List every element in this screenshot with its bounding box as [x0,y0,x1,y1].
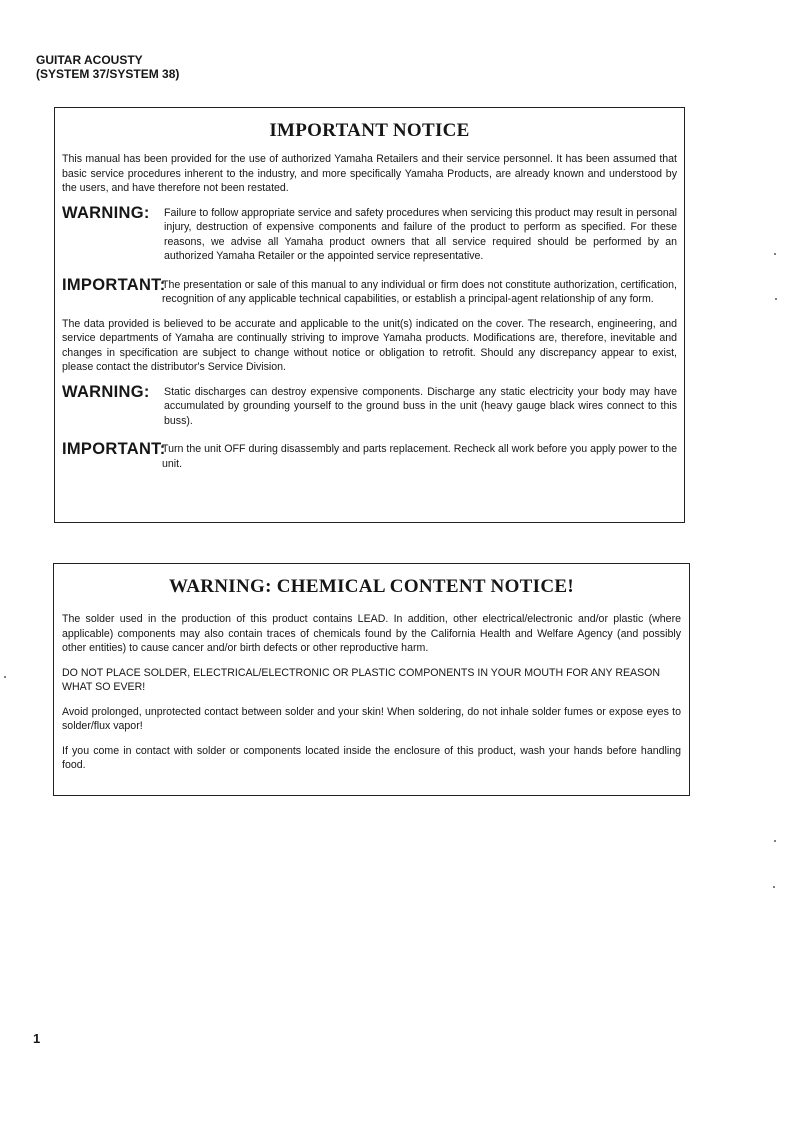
scan-speck [4,676,6,678]
warning-label: WARNING: [62,203,150,222]
important-text: The presentation or sale of this manual to any individual or firm does not constitute authorization, certification, recognition of any applicable technical capabilities, or establish a principal-agent relationship of any form. [162,278,677,305]
page-number: 1 [33,1031,41,1046]
system-name: (SYSTEM 37/SYSTEM 38) [36,67,180,81]
warning-block-1 [62,203,677,264]
chemical-paragraph-4: If you come in contact with solder or components located inside the enclosure of this product, wash your hands before handling food. [62,744,681,771]
notice-intro: This manual has been provided for the use of authorized Yamaha Retailers and their service personnel. It has been assumed that basic service procedures inherent to the industry, and more specifically Yamaha Products, are already known and understood by the users, and have therefore not been restated. [62,153,677,194]
model-name: GUITAR ACOUSTY [36,53,143,67]
data-disclaimer: The data provided is believed to be accurate and applicable to the unit(s) indicated on the cover. The research, engineering, and service departments of Yamaha are continually striving to improve Yamaha products. Modifications are, therefore, inevitable and changes in specification are subject to change without notice or obligation to retrofit. Should any discrepancy appear to exist, please contact the distributor's Service Division. [62,317,677,373]
warning-text: Failure to follow appropriate service and safety procedures when servicing this product may result in personal injury, destruction of expensive components and failure of the product to perform as specified. For these reasons, we advise all Yamaha product owners that all service required should be performed by an authorized Yamaha Retailer or the appointed service representative. [164,206,677,262]
important-text: Turn the unit OFF during disassembly and parts replacement. Recheck all work before you apply power to the unit. [162,443,677,470]
chemical-notice-title: WARNING: CHEMICAL CONTENT NOTICE! [169,576,574,597]
scan-speck [773,886,775,888]
important-block-2 [62,442,677,471]
scan-speck [774,840,776,842]
warning-label: WARNING: [62,382,150,401]
important-notice-box [54,107,685,523]
chemical-paragraph-3: Avoid prolonged, unprotected contact between solder and your skin! When soldering, do not inhale solder fumes or expose eyes to solder/flux vapor! [62,705,681,732]
chemical-paragraph-1: The solder used in the production of this product contains LEAD. In addition, other electrical/electronic and/or plastic (where applicable) components may also contain traces of chemicals found by the California Health and Welfare Agency (and possibly other entities) to cause cancer and/or birth defects or other reproductive harm. [62,613,681,654]
warning-text: Static discharges can destroy expensive components. Discharge any static electricity your body may have accumulated by grounding yourself to the ground buss in the unit (heavy gauge black wires connect to this buss). [164,385,677,427]
important-label: IMPORTANT: [62,440,166,458]
important-label: IMPORTANT: [62,275,166,294]
chemical-notice-box [53,563,690,796]
chemical-paragraph-2: DO NOT PLACE SOLDER, ELECTRICAL/ELECTRONIC OR PLASTIC COMPONENTS IN YOUR MOUTH FOR ANY REASON WHAT SO EVER! [62,666,661,693]
scan-speck [775,298,777,300]
warning-block-2 [62,382,677,429]
important-block-1 [62,275,677,307]
important-notice-title: IMPORTANT NOTICE [269,120,470,141]
scan-speck [774,253,776,255]
document-header [36,53,179,81]
